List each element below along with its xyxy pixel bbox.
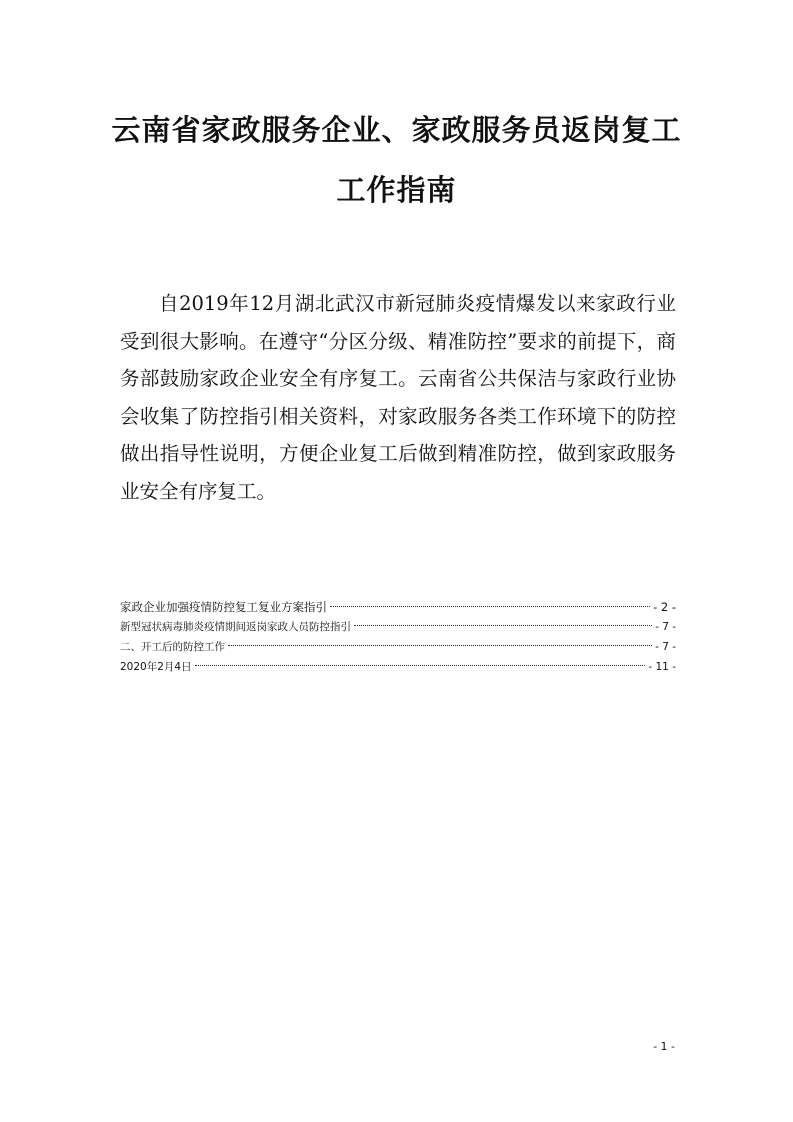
toc-entry-page: - 2 - <box>653 600 676 614</box>
toc-entry[interactable] <box>120 657 676 677</box>
page-number: - 1 - <box>653 1040 675 1053</box>
toc-entry-page: - 7 - <box>655 641 676 653</box>
table-of-contents <box>120 597 676 677</box>
toc-entry-title: 2020年2月4日 <box>120 661 192 673</box>
toc-entry[interactable] <box>120 597 676 617</box>
toc-entry-page: - 11 - <box>648 661 676 673</box>
toc-leader-dots <box>354 625 652 626</box>
document-title-line-2: 工作指南 <box>336 173 457 207</box>
toc-entry[interactable] <box>120 637 676 657</box>
toc-leader-dots <box>330 606 650 607</box>
toc-leader-dots <box>195 665 646 666</box>
toc-entry-title: 二、开工后的防控工作 <box>120 641 225 653</box>
toc-entry[interactable] <box>120 617 676 637</box>
document-title-line-1: 云南省家政服务企业、家政服务员返岗复工 <box>111 113 682 147</box>
toc-leader-dots <box>228 645 652 646</box>
toc-entry-title: 家政企业加强疫情防控复工复业方案指引 <box>120 600 327 614</box>
toc-entry-page: - 7 - <box>655 621 676 633</box>
intro-paragraph: 自2019年12月湖北武汉市新冠肺炎疫情爆发以来家政行业受到很大影响。在遵守“分区分级、精准防控”要求的前提下，商务部鼓励家政企业安全有序复工。云南省公共保洁与家政行业协会收集了防控指引相关资料，对家政服务各类工作环境下的防控做出指导性说明，方便企业复工后做到精准防控，做到家政服务业安全有序复工。 <box>120 292 676 503</box>
toc-entry-title: 新型冠状病毒肺炎疫情期间返岗家政人员防控指引 <box>120 621 351 633</box>
